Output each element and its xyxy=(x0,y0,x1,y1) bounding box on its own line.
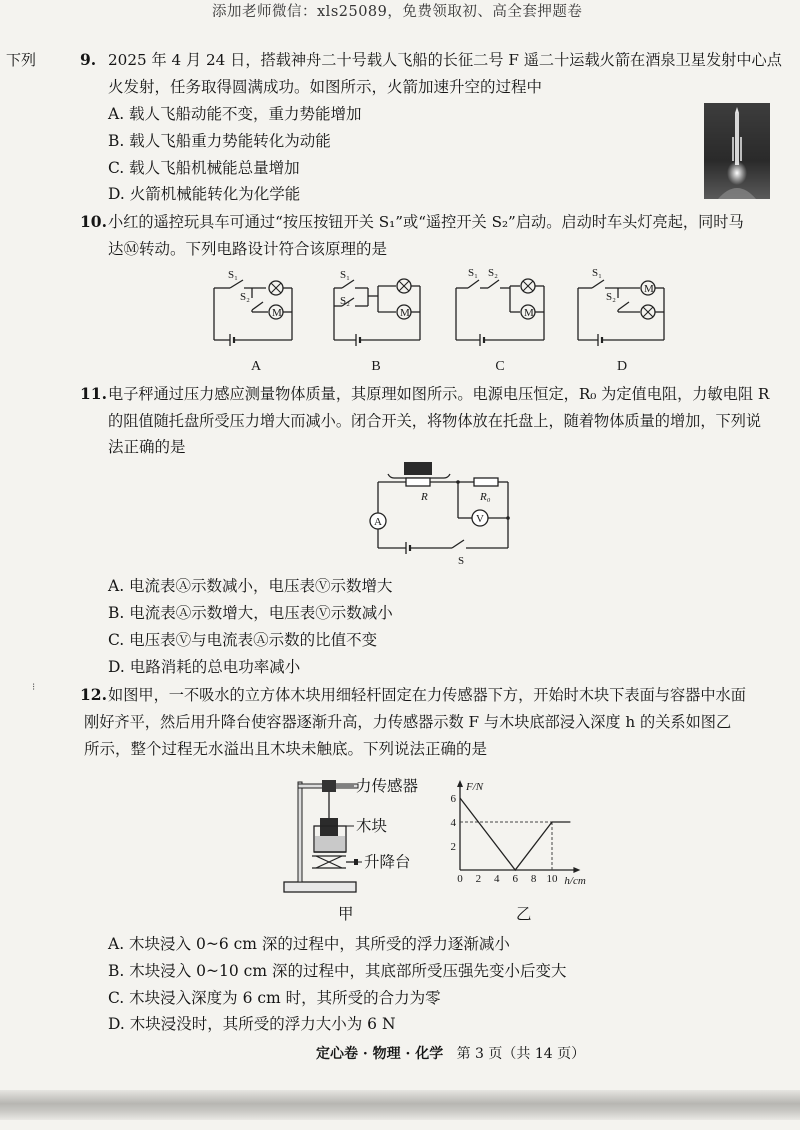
option-b[interactable]: B. 载人飞船重力势能转化为动能 xyxy=(108,132,331,150)
option-d[interactable]: D. 火箭机械能转化为化学能 xyxy=(108,185,301,203)
option-b[interactable]: B. 木块浸入 0~10 cm 深的过程中，其底部所受压强先变小后变大 xyxy=(108,962,567,980)
x-axis-arrow-icon xyxy=(573,867,580,873)
platform-label: 升降台 xyxy=(364,853,411,871)
question-text-line: 2025 年 4 月 24 日，搭载神舟二十号载人飞船的长征二号 F 遥二十运载火箭在酒泉卫星发射中心点 xyxy=(108,51,782,69)
s-label: S xyxy=(458,555,465,567)
series-line-f xyxy=(460,798,570,870)
wood-block xyxy=(320,818,338,836)
question-text-line: 所示，整个过程无水溢出且木块未触底。下列说法正确的是 xyxy=(84,740,488,758)
s1-label: S₁ xyxy=(340,269,350,281)
rocket-launch-photo xyxy=(704,103,770,199)
y-tick-label: 4 xyxy=(450,817,456,829)
circuit-label-c: C xyxy=(495,359,505,374)
circuit-label-d: D xyxy=(616,359,628,374)
circuit-label-a: A xyxy=(250,359,262,374)
footer xyxy=(316,1044,585,1064)
scan-smear xyxy=(0,1090,800,1120)
s1-label: S₁ xyxy=(468,267,478,279)
question-text-line: 电子秤通过压力感应测量物体质量，其原理如图所示。电源电压恒定，R₀ 为定值电阻，力敏电阻 R xyxy=(108,385,770,403)
option-d[interactable]: D. 木块浸没时，其所受的浮力大小为 6 N xyxy=(108,1015,396,1033)
scale-circuit-diagram xyxy=(360,458,540,570)
switch-s xyxy=(452,540,464,548)
x-axis-label: h/cm xyxy=(564,875,586,887)
s2-label: S₂ xyxy=(488,267,498,279)
y-tick-label: 6 xyxy=(450,793,456,805)
s1-label: S₁ xyxy=(228,269,238,281)
circuit-label-b: B xyxy=(371,359,381,374)
voltmeter-label: V xyxy=(476,513,484,525)
option-c[interactable]: C. 载人飞船机械能总量增加 xyxy=(108,159,300,177)
s2-label: S₂ xyxy=(340,295,350,307)
footer-book: 定心卷 · 物理 · 化学 xyxy=(316,1046,444,1062)
question-text-line: 小红的遥控玩具车可通过“按压按钮开关 S₁”或“遥控开关 S₂”启动。启动时车头灯亮起，同时马 xyxy=(108,213,744,231)
wood-block-label: 木块 xyxy=(356,817,388,835)
circuit-options xyxy=(200,258,680,378)
option-c[interactable]: C. 木块浸入深度为 6 cm 时，其所受的合力为零 xyxy=(108,989,441,1007)
question-text-line: 达Ⓜ转动。下列电路设计符合该原理的是 xyxy=(108,240,388,258)
circuit-a[interactable] xyxy=(214,269,292,346)
option-a[interactable]: A. 电流表Ⓐ示数减小，电压表Ⓥ示数增大 xyxy=(108,577,393,595)
x-tick-label: 4 xyxy=(494,873,500,885)
y-axis-label: F/N xyxy=(466,781,484,793)
margin-mark: ⁝ xyxy=(32,682,36,693)
x-tick-label: 6 xyxy=(512,873,518,885)
motor-label: M xyxy=(524,307,534,319)
circuit-d[interactable] xyxy=(578,267,664,346)
question-number: 12. xyxy=(80,685,107,704)
motor-label: M xyxy=(644,283,654,295)
motor-label: M xyxy=(400,307,410,319)
question-text-line: 刚好齐平，然后用升降台使容器逐渐升高，力传感器示数 F 与木块底部浸入深度 h 的关系如图乙 xyxy=(84,713,732,731)
question-text-line: 法正确的是 xyxy=(108,438,186,456)
option-c[interactable]: C. 电压表Ⓥ与电流表Ⓐ示数的比值不变 xyxy=(108,631,378,649)
weight-block xyxy=(404,462,432,475)
resistor-r xyxy=(406,478,430,486)
header-note: 添加老师微信：xls25089，免费领取初、高全套押题卷 xyxy=(212,4,583,20)
question-text-line: 的阻值随托盘所受压力增大而减小。闭合开关，将物体放在托盘上，随着物体质量的增加，下列说 xyxy=(108,412,762,430)
x-tick-label: 8 xyxy=(530,873,537,885)
figure-b-label: 乙 xyxy=(516,905,532,923)
option-a[interactable]: A. 载人飞船动能不变，重力势能增加 xyxy=(108,105,362,123)
question-number: 9. xyxy=(80,50,97,69)
y-axis-arrow-icon xyxy=(457,780,463,787)
x-tick-label: 2 xyxy=(475,873,482,885)
force-sensor xyxy=(322,780,336,792)
figure-a-label: 甲 xyxy=(338,905,354,923)
s1-label: S₁ xyxy=(592,267,602,279)
circuit-c[interactable] xyxy=(456,267,544,346)
footer-page: 第 3 页（共 14 页） xyxy=(456,1046,586,1062)
margin-note: 下列 xyxy=(6,51,37,69)
r0-label: R₀ xyxy=(480,491,491,503)
option-d[interactable]: D. 电路消耗的总电功率减小 xyxy=(108,658,301,676)
question-text-line: 如图甲，一不吸水的立方体木块用细轻杆固定在力传感器下方，开始时木块下表面与容器中水面 xyxy=(108,686,746,704)
s2-label: S₂ xyxy=(240,291,250,303)
question-number: 11. xyxy=(80,384,107,403)
option-b[interactable]: B. 电流表Ⓐ示数增大，电压表Ⓥ示数减小 xyxy=(108,604,393,622)
s2-label: S₂ xyxy=(606,291,616,303)
r-label: R xyxy=(421,491,428,503)
motor-label: M xyxy=(272,307,282,319)
x-tick-label: 10 xyxy=(546,873,558,885)
circuit-b[interactable] xyxy=(334,269,420,346)
force-sensor-label: 力传感器 xyxy=(356,777,419,795)
resistor-r0 xyxy=(474,478,498,486)
question-number: 10. xyxy=(80,212,107,231)
option-a[interactable]: A. 木块浸入 0~6 cm 深的过程中，其所受的浮力逐渐减小 xyxy=(108,935,510,953)
x-tick-label: 0 xyxy=(457,873,463,885)
ammeter-label: A xyxy=(374,516,382,528)
force-depth-graph xyxy=(440,770,620,890)
y-tick-label: 2 xyxy=(450,841,456,853)
question-text-line: 火发射，任务取得圆满成功。如图所示，火箭加速升空的过程中 xyxy=(108,78,543,96)
